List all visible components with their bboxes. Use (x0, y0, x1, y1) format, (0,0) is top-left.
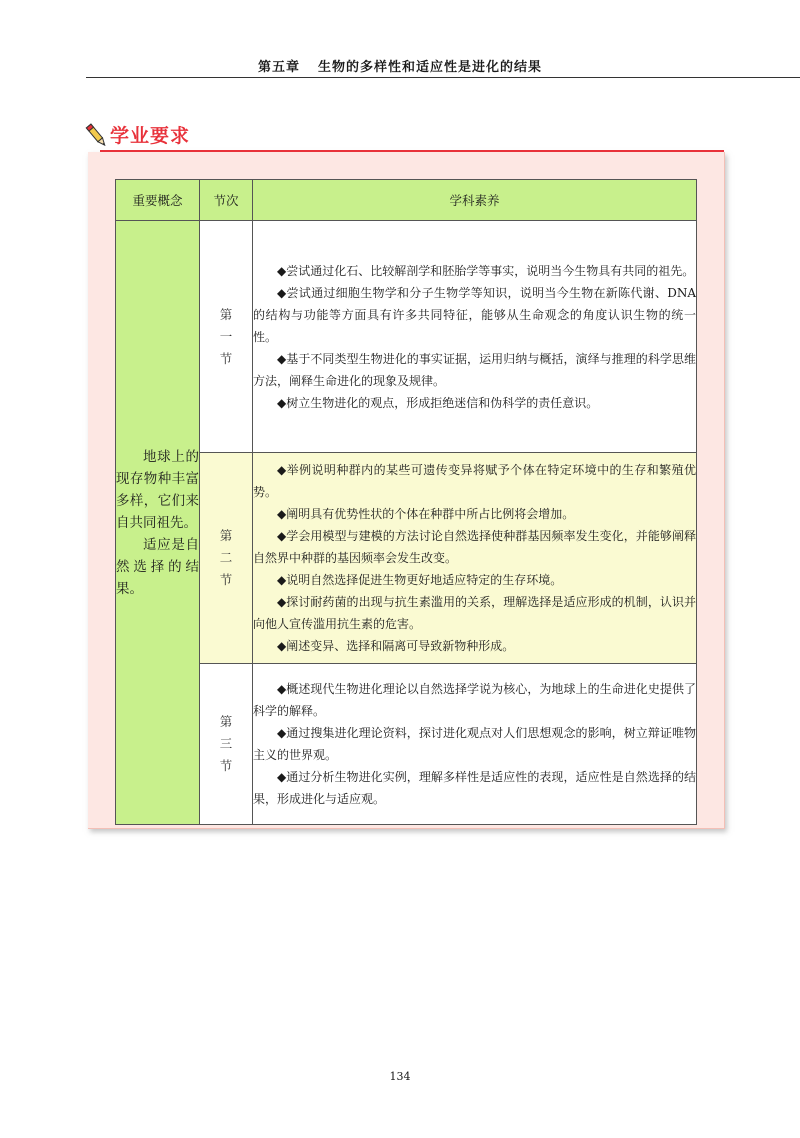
pencil-icon (84, 121, 110, 151)
section-label-cell: 第 二 节 (200, 453, 253, 664)
list-item: ◆尝试通过细胞生物学和分子生物学等知识，说明当今生物在新陈代谢、DNA的结构与功能等方面具有许多共同特征，能够从生命观念的角度认识生物的统一性。 (253, 285, 696, 344)
concept-text: 地球上的现存物种丰富多样，它们来自共同祖先。 (116, 448, 199, 531)
list-item: ◆概述现代生物进化理论以自然选择学说为核心，为地球上的生命进化史提供了科学的解释。 (253, 682, 696, 718)
table-header-row (116, 180, 697, 221)
list-item: ◆尝试通过化石、比较解剖学和胚胎学等事实，说明当今生物具有共同的祖先。 (277, 263, 695, 278)
list-item: ◆阐明具有优势性状的个体在种群中所占比例将会增加。 (277, 507, 575, 521)
chapter-title: 生物的多样性和适应性是进化的结果 (318, 60, 543, 75)
column-header-concept: 重要概念 (116, 180, 200, 221)
list-item: ◆举例说明种群内的某些可遗传变异将赋予个体在特定环境中的生存和繁殖优势。 (253, 463, 696, 499)
concept-text: 适应是自然选择的结果。 (116, 536, 199, 597)
literacy-cell (253, 221, 697, 453)
title-underline (100, 150, 724, 152)
list-item: ◆学会用模型与建模的方法讨论自然选择使种群基因频率发生变化，并能够阐释自然界中种群的基因频率会发生改变。 (253, 529, 696, 565)
list-item: ◆说明自然选择促进生物更好地适应特定的生存环境。 (277, 573, 563, 587)
list-item: ◆探讨耐药菌的出现与抗生素滥用的关系，理解选择是适应形成的机制，认识并向他人宣传滥用抗生素的危害。 (253, 595, 696, 631)
column-header-section: 节次 (200, 180, 253, 221)
list-item: ◆基于不同类型生物进化的事实证据，运用归纳与概括，演绎与推理的科学思维方法，阐释生命进化的现象及规律。 (253, 351, 696, 388)
list-item: ◆阐述变异、选择和隔离可导致新物种形成。 (277, 639, 515, 653)
section-label-cell: 第 一 节 (200, 221, 253, 453)
section-label-cell: 第 三 节 (200, 664, 253, 825)
section-title: 学业要求 (110, 125, 191, 147)
literacy-cell (253, 453, 697, 664)
chapter-header (0, 56, 800, 75)
page-number: 134 (389, 1070, 411, 1083)
column-header-literacy: 学科素养 (253, 180, 697, 221)
literacy-cell (253, 664, 697, 825)
requirements-table (115, 179, 697, 825)
table-row (116, 221, 697, 453)
list-item: ◆树立生物进化的观点，形成拒绝迷信和伪科学的责任意识。 (277, 395, 599, 410)
chapter-number: 第五章 (257, 60, 300, 75)
list-item: ◆通过分析生物进化实例，理解多样性是适应性的表现，适应性是自然选择的结果，形成进化与适应观。 (253, 770, 696, 806)
header-divider (86, 77, 800, 78)
list-item: ◆通过搜集进化理论资料，探讨进化观点对人们思想观念的影响，树立辩证唯物主义的世界观。 (253, 726, 696, 762)
concept-cell (116, 221, 200, 825)
table-row (116, 664, 697, 825)
table-row (116, 453, 697, 664)
